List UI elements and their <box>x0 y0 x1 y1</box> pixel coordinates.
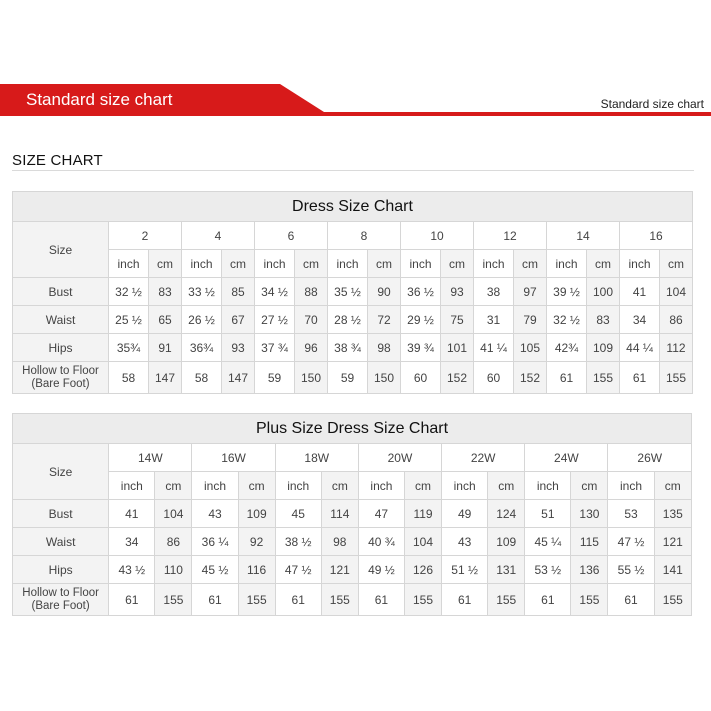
cell-inch: 58 <box>182 362 222 394</box>
row-label-line: Hollow to Floor <box>22 586 99 599</box>
cell-inch: 42¾ <box>547 334 587 362</box>
banner-right-label: Standard size chart <box>600 97 704 111</box>
cell-inch: 38 ¾ <box>328 334 368 362</box>
unit-inch: inch <box>620 250 660 278</box>
size-header: 16 <box>620 222 693 250</box>
cell-cm: 155 <box>321 584 358 616</box>
cell-cm: 119 <box>404 500 441 528</box>
cell-inch: 44 ¼ <box>620 334 660 362</box>
size-header: 16W <box>192 444 275 472</box>
table-row <box>13 584 692 616</box>
cell-inch: 43 <box>192 500 238 528</box>
cell-inch: 27 ½ <box>255 306 295 334</box>
unit-cm: cm <box>238 472 275 500</box>
table-title: Dress Size Chart <box>13 192 693 222</box>
cell-inch: 61 <box>620 362 660 394</box>
table-row <box>13 306 693 334</box>
table-title-row <box>13 192 693 222</box>
cell-inch: 39 ½ <box>547 278 587 306</box>
cell-inch: 28 ½ <box>328 306 368 334</box>
cell-cm: 135 <box>654 500 691 528</box>
size-row <box>13 222 693 250</box>
cell-cm: 155 <box>571 584 608 616</box>
unit-cm: cm <box>654 472 691 500</box>
cell-inch: 53 <box>608 500 654 528</box>
unit-cm: cm <box>404 472 441 500</box>
cell-inch: 60 <box>474 362 514 394</box>
cell-inch: 58 <box>109 362 149 394</box>
size-header: 18W <box>275 444 358 472</box>
size-row <box>13 444 692 472</box>
unit-inch: inch <box>358 472 404 500</box>
cell-cm: 90 <box>368 278 401 306</box>
table-row <box>13 528 692 556</box>
cell-inch: 34 <box>109 528 155 556</box>
cell-inch: 61 <box>192 584 238 616</box>
row-label: Waist <box>13 306 109 334</box>
cell-cm: 101 <box>441 334 474 362</box>
cell-cm: 130 <box>571 500 608 528</box>
unit-inch: inch <box>474 250 514 278</box>
cell-cm: 121 <box>321 556 358 584</box>
cell-inch: 43 <box>442 528 488 556</box>
unit-cm: cm <box>660 250 693 278</box>
cell-cm: 110 <box>155 556 192 584</box>
cell-inch: 36¾ <box>182 334 222 362</box>
cell-inch: 40 ¾ <box>358 528 404 556</box>
cell-inch: 41 <box>109 500 155 528</box>
banner-title: Standard size chart <box>26 90 173 109</box>
size-header: 20W <box>358 444 441 472</box>
header-banner <box>0 0 711 120</box>
table-row <box>13 334 693 362</box>
cell-cm: 155 <box>155 584 192 616</box>
row-label-line: (Bare Foot) <box>31 377 90 390</box>
size-label: Size <box>13 222 109 278</box>
unit-row <box>13 472 692 500</box>
cell-inch: 33 ½ <box>182 278 222 306</box>
unit-cm: cm <box>321 472 358 500</box>
plus-size-table <box>12 413 692 616</box>
row-label: Bust <box>13 500 109 528</box>
row-label-line: (Bare Foot) <box>31 599 90 612</box>
size-header: 24W <box>525 444 608 472</box>
cell-cm: 97 <box>514 278 547 306</box>
cell-cm: 126 <box>404 556 441 584</box>
cell-inch: 49 ½ <box>358 556 404 584</box>
unit-inch: inch <box>547 250 587 278</box>
row-label-line: Hollow to Floor <box>22 364 99 377</box>
size-header: 14W <box>109 444 192 472</box>
unit-inch: inch <box>401 250 441 278</box>
size-header: 6 <box>255 222 328 250</box>
cell-cm: 83 <box>149 278 182 306</box>
cell-cm: 98 <box>368 334 401 362</box>
cell-cm: 155 <box>660 362 693 394</box>
cell-cm: 121 <box>654 528 691 556</box>
unit-cm: cm <box>587 250 620 278</box>
unit-inch: inch <box>182 250 222 278</box>
cell-inch: 41 ¼ <box>474 334 514 362</box>
cell-inch: 41 <box>620 278 660 306</box>
cell-cm: 109 <box>488 528 525 556</box>
cell-inch: 35 ½ <box>328 278 368 306</box>
cell-cm: 147 <box>222 362 255 394</box>
cell-cm: 79 <box>514 306 547 334</box>
cell-cm: 112 <box>660 334 693 362</box>
cell-cm: 131 <box>488 556 525 584</box>
cell-cm: 155 <box>404 584 441 616</box>
row-label: Hips <box>13 556 109 584</box>
table-row <box>13 362 693 394</box>
table-row <box>13 500 692 528</box>
unit-inch: inch <box>109 250 149 278</box>
cell-cm: 65 <box>149 306 182 334</box>
cell-inch: 51 <box>525 500 571 528</box>
unit-inch: inch <box>255 250 295 278</box>
cell-cm: 86 <box>155 528 192 556</box>
cell-inch: 61 <box>275 584 321 616</box>
cell-inch: 59 <box>255 362 295 394</box>
cell-cm: 72 <box>368 306 401 334</box>
row-label <box>13 362 109 394</box>
unit-inch: inch <box>608 472 654 500</box>
cell-cm: 93 <box>441 278 474 306</box>
unit-inch: inch <box>442 472 488 500</box>
cell-cm: 104 <box>660 278 693 306</box>
cell-inch: 61 <box>525 584 571 616</box>
cell-cm: 141 <box>654 556 691 584</box>
cell-cm: 150 <box>295 362 328 394</box>
cell-cm: 114 <box>321 500 358 528</box>
unit-cm: cm <box>514 250 547 278</box>
cell-inch: 55 ½ <box>608 556 654 584</box>
cell-inch: 60 <box>401 362 441 394</box>
cell-inch: 45 ½ <box>192 556 238 584</box>
cell-inch: 51 ½ <box>442 556 488 584</box>
table-title-row <box>13 414 692 444</box>
row-label: Bust <box>13 278 109 306</box>
cell-cm: 105 <box>514 334 547 362</box>
cell-inch: 47 ½ <box>275 556 321 584</box>
cell-cm: 116 <box>238 556 275 584</box>
unit-row <box>13 250 693 278</box>
cell-inch: 47 <box>358 500 404 528</box>
cell-inch: 61 <box>109 584 155 616</box>
cell-cm: 88 <box>295 278 328 306</box>
row-label <box>13 584 109 616</box>
section-heading: SIZE CHART <box>12 152 103 169</box>
unit-inch: inch <box>525 472 571 500</box>
cell-cm: 85 <box>222 278 255 306</box>
table-title: Plus Size Dress Size Chart <box>13 414 692 444</box>
cell-inch: 38 ½ <box>275 528 321 556</box>
cell-inch: 43 ½ <box>109 556 155 584</box>
size-header: 8 <box>328 222 401 250</box>
cell-inch: 61 <box>547 362 587 394</box>
cell-cm: 155 <box>238 584 275 616</box>
size-header: 26W <box>608 444 692 472</box>
unit-inch: inch <box>109 472 155 500</box>
cell-inch: 31 <box>474 306 514 334</box>
cell-inch: 36 ¼ <box>192 528 238 556</box>
cell-cm: 150 <box>368 362 401 394</box>
cell-inch: 61 <box>442 584 488 616</box>
unit-cm: cm <box>571 472 608 500</box>
cell-cm: 96 <box>295 334 328 362</box>
cell-cm: 104 <box>155 500 192 528</box>
cell-cm: 98 <box>321 528 358 556</box>
cell-cm: 83 <box>587 306 620 334</box>
cell-cm: 93 <box>222 334 255 362</box>
unit-inch: inch <box>275 472 321 500</box>
cell-inch: 34 <box>620 306 660 334</box>
cell-inch: 37 ¾ <box>255 334 295 362</box>
cell-cm: 67 <box>222 306 255 334</box>
cell-cm: 124 <box>488 500 525 528</box>
unit-cm: cm <box>222 250 255 278</box>
cell-cm: 75 <box>441 306 474 334</box>
unit-cm: cm <box>488 472 525 500</box>
cell-cm: 109 <box>587 334 620 362</box>
size-header: 22W <box>442 444 525 472</box>
row-label: Hips <box>13 334 109 362</box>
cell-cm: 136 <box>571 556 608 584</box>
dress-size-table <box>12 191 693 394</box>
section-divider <box>12 170 694 171</box>
cell-cm: 152 <box>514 362 547 394</box>
unit-cm: cm <box>441 250 474 278</box>
cell-inch: 61 <box>608 584 654 616</box>
cell-inch: 61 <box>358 584 404 616</box>
cell-cm: 109 <box>238 500 275 528</box>
table-row <box>13 556 692 584</box>
cell-cm: 86 <box>660 306 693 334</box>
cell-cm: 91 <box>149 334 182 362</box>
size-header: 10 <box>401 222 474 250</box>
unit-inch: inch <box>192 472 238 500</box>
table-row <box>13 278 693 306</box>
cell-inch: 34 ½ <box>255 278 295 306</box>
unit-cm: cm <box>368 250 401 278</box>
cell-inch: 32 ½ <box>547 306 587 334</box>
cell-inch: 39 ¾ <box>401 334 441 362</box>
unit-cm: cm <box>155 472 192 500</box>
cell-inch: 47 ½ <box>608 528 654 556</box>
cell-cm: 92 <box>238 528 275 556</box>
cell-inch: 35¾ <box>109 334 149 362</box>
cell-inch: 32 ½ <box>109 278 149 306</box>
cell-cm: 104 <box>404 528 441 556</box>
unit-cm: cm <box>149 250 182 278</box>
row-label: Waist <box>13 528 109 556</box>
cell-inch: 53 ½ <box>525 556 571 584</box>
size-label: Size <box>13 444 109 500</box>
cell-inch: 26 ½ <box>182 306 222 334</box>
size-header: 2 <box>109 222 182 250</box>
cell-cm: 70 <box>295 306 328 334</box>
cell-cm: 152 <box>441 362 474 394</box>
size-header: 14 <box>547 222 620 250</box>
cell-cm: 147 <box>149 362 182 394</box>
cell-inch: 29 ½ <box>401 306 441 334</box>
cell-cm: 115 <box>571 528 608 556</box>
cell-inch: 25 ½ <box>109 306 149 334</box>
cell-inch: 59 <box>328 362 368 394</box>
cell-inch: 45 <box>275 500 321 528</box>
cell-cm: 100 <box>587 278 620 306</box>
cell-inch: 38 <box>474 278 514 306</box>
cell-cm: 155 <box>587 362 620 394</box>
cell-cm: 155 <box>654 584 691 616</box>
cell-inch: 36 ½ <box>401 278 441 306</box>
unit-cm: cm <box>295 250 328 278</box>
unit-inch: inch <box>328 250 368 278</box>
cell-inch: 45 ¼ <box>525 528 571 556</box>
size-header: 12 <box>474 222 547 250</box>
size-header: 4 <box>182 222 255 250</box>
cell-cm: 155 <box>488 584 525 616</box>
cell-inch: 49 <box>442 500 488 528</box>
